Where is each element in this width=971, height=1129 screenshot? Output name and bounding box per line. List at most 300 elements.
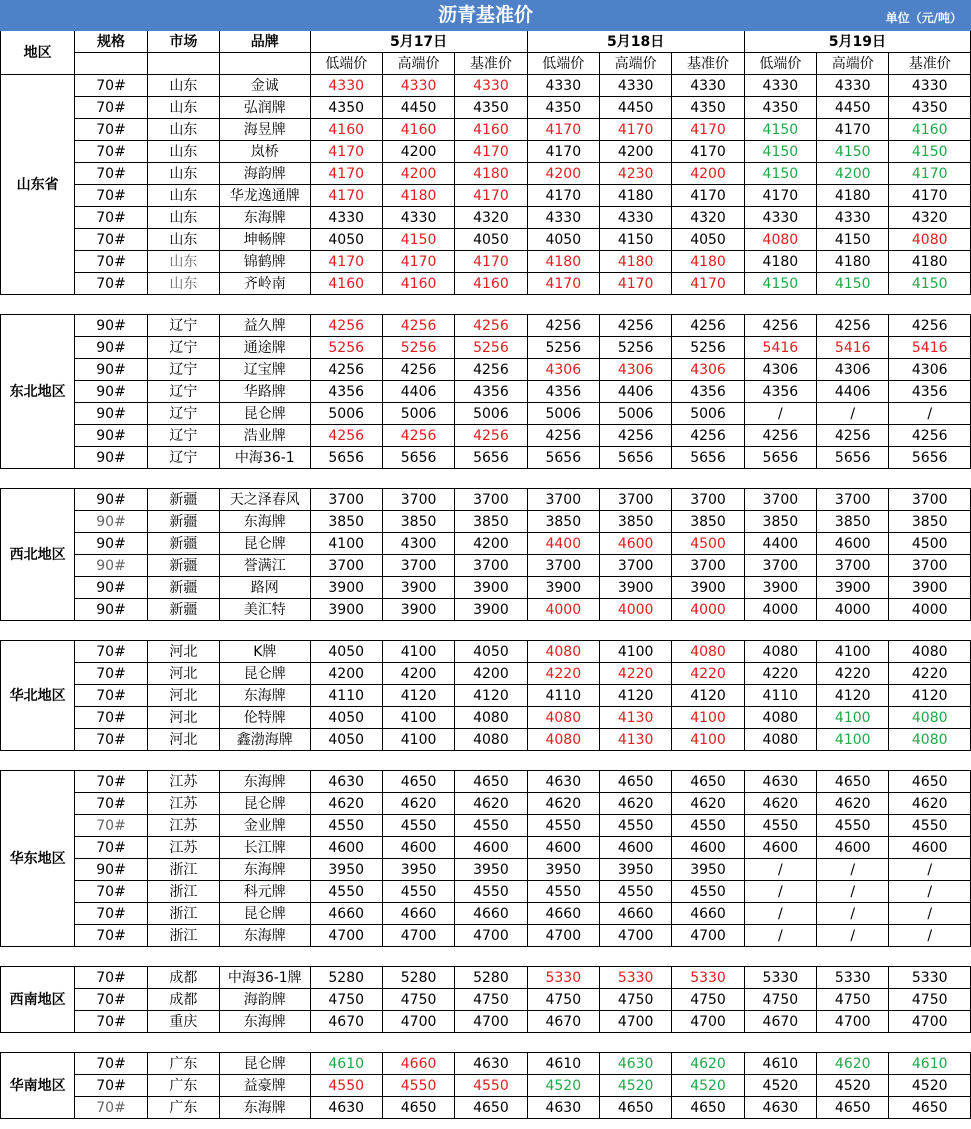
spec-cell: 90# (75, 577, 147, 599)
price-cell: 4080 (889, 707, 971, 729)
price-cell: 4700 (672, 925, 744, 947)
price-cell: 4256 (455, 359, 527, 381)
price-cell: 4550 (455, 1075, 527, 1097)
market-cell: 新疆 (147, 533, 219, 555)
table-row (1, 859, 971, 881)
price-cell: 4170 (455, 185, 527, 207)
price-cell: 4356 (744, 381, 816, 403)
price-cell: 4050 (310, 229, 382, 251)
subheader-low: 低端价 (310, 53, 382, 75)
price-cell: 4670 (744, 1011, 816, 1033)
brand-cell: K牌 (220, 641, 310, 663)
price-cell: 4130 (599, 707, 671, 729)
price-cell: 4356 (310, 381, 382, 403)
price-cell: 4330 (310, 75, 382, 97)
price-cell: 4150 (817, 141, 889, 163)
price-cell: 4660 (382, 1053, 454, 1075)
table-row (1, 185, 971, 207)
price-cell: 3700 (527, 489, 599, 511)
price-cell: 4600 (672, 837, 744, 859)
price-cell: 4050 (310, 707, 382, 729)
price-cell: 4180 (527, 251, 599, 273)
subheader-low: 低端价 (527, 53, 599, 75)
price-cell: 4650 (672, 1097, 744, 1119)
price-cell: 5006 (455, 403, 527, 425)
price-cell: 5416 (744, 337, 816, 359)
section-gap (1, 621, 971, 641)
price-cell: 4320 (672, 207, 744, 229)
price-cell: 4170 (672, 273, 744, 295)
table-row (1, 555, 971, 577)
price-cell: 4350 (310, 97, 382, 119)
price-cell: 4350 (527, 97, 599, 119)
price-cell: 3700 (382, 489, 454, 511)
price-cell: 4170 (455, 251, 527, 273)
price-cell: 4080 (744, 229, 816, 251)
title-row (1, 1, 971, 31)
price-cell: 3850 (382, 511, 454, 533)
price-cell: 5256 (310, 337, 382, 359)
price-cell: 4406 (817, 381, 889, 403)
header-date-3: 5月19日 (744, 31, 970, 53)
price-cell: 5256 (382, 337, 454, 359)
price-cell: 4170 (889, 185, 971, 207)
price-cell: 4630 (744, 1097, 816, 1119)
table-row (1, 315, 971, 337)
spec-cell: 70# (75, 1097, 147, 1119)
price-cell: 4330 (382, 75, 454, 97)
table-row (1, 707, 971, 729)
spec-cell: 70# (75, 97, 147, 119)
price-cell: 4080 (889, 729, 971, 751)
subheader-base: 基准价 (672, 53, 744, 75)
price-cell: 4600 (310, 837, 382, 859)
market-cell: 河北 (147, 685, 219, 707)
price-cell: 4200 (382, 663, 454, 685)
market-cell: 浙江 (147, 925, 219, 947)
price-cell: 5006 (672, 403, 744, 425)
table-row (1, 1053, 971, 1075)
market-cell: 浙江 (147, 881, 219, 903)
price-cell: 4200 (527, 163, 599, 185)
price-cell: 4520 (599, 1075, 671, 1097)
price-cell: 4550 (599, 881, 671, 903)
market-cell: 江苏 (147, 837, 219, 859)
price-cell: 3700 (672, 555, 744, 577)
price-cell: 4050 (455, 641, 527, 663)
price-cell: 3700 (817, 555, 889, 577)
region-cell: 华东地区 (1, 771, 75, 947)
price-cell: 4180 (817, 185, 889, 207)
brand-cell: 誉满江 (220, 555, 310, 577)
price-cell: 4700 (382, 925, 454, 947)
price-cell: 3700 (599, 555, 671, 577)
spec-cell: 90# (75, 359, 147, 381)
price-cell: 4650 (817, 1097, 889, 1119)
price-cell: 4356 (889, 381, 971, 403)
price-cell: 4306 (599, 359, 671, 381)
price-cell: 4200 (455, 533, 527, 555)
price-cell: 4306 (889, 359, 971, 381)
table-row (1, 337, 971, 359)
price-cell: 4700 (455, 1011, 527, 1033)
price-cell: 5656 (527, 447, 599, 469)
market-cell: 山东 (147, 119, 219, 141)
price-cell: 3700 (889, 489, 971, 511)
brand-cell: 益豪牌 (220, 1075, 310, 1097)
market-cell: 浙江 (147, 903, 219, 925)
price-cell: 5006 (310, 403, 382, 425)
brand-cell: 东海牌 (220, 925, 310, 947)
gap-cell (1, 469, 971, 489)
price-cell: 4356 (527, 381, 599, 403)
price-cell: 4330 (889, 75, 971, 97)
spec-cell: 90# (75, 489, 147, 511)
price-cell: 4620 (817, 793, 889, 815)
price-cell: 4660 (527, 903, 599, 925)
price-cell: 4080 (527, 641, 599, 663)
price-cell: 4330 (382, 207, 454, 229)
price-cell: 4306 (817, 359, 889, 381)
spec-cell: 90# (75, 447, 147, 469)
gap-cell (1, 947, 971, 967)
price-cell: 5330 (889, 967, 971, 989)
region-cell: 东北地区 (1, 315, 75, 469)
price-cell: 4230 (599, 163, 671, 185)
price-cell: 3900 (599, 577, 671, 599)
price-cell: 4306 (744, 359, 816, 381)
spec-cell: 90# (75, 599, 147, 621)
table-row (1, 1011, 971, 1033)
price-cell: 4120 (455, 685, 527, 707)
table-row (1, 1097, 971, 1119)
header-date-2: 5月18日 (527, 31, 744, 53)
price-cell: / (889, 881, 971, 903)
price-cell: 4660 (455, 903, 527, 925)
price-cell: 4256 (889, 315, 971, 337)
price-cell: 4160 (889, 119, 971, 141)
price-cell: 4620 (382, 793, 454, 815)
price-cell: 4550 (310, 881, 382, 903)
price-cell: 4400 (527, 533, 599, 555)
price-cell: 5256 (455, 337, 527, 359)
price-cell: 4200 (310, 663, 382, 685)
price-cell: 4660 (599, 903, 671, 925)
price-cell: 4100 (817, 707, 889, 729)
table-row (1, 489, 971, 511)
spec-cell: 70# (75, 207, 147, 229)
price-cell: 4320 (889, 207, 971, 229)
price-cell: 5006 (599, 403, 671, 425)
price-cell: 4650 (455, 771, 527, 793)
price-cell: 4406 (382, 381, 454, 403)
spec-cell: 70# (75, 837, 147, 859)
market-cell: 辽宁 (147, 403, 219, 425)
market-cell: 山东 (147, 75, 219, 97)
section-gap (1, 1033, 971, 1053)
price-cell: 5656 (310, 447, 382, 469)
spec-cell: 70# (75, 163, 147, 185)
table-row (1, 425, 971, 447)
price-cell: 4120 (382, 685, 454, 707)
price-cell: 4100 (672, 707, 744, 729)
price-cell: 4220 (817, 663, 889, 685)
price-cell: 4110 (527, 685, 599, 707)
price-cell: 4256 (599, 315, 671, 337)
price-cell: 4550 (527, 815, 599, 837)
spec-cell: 90# (75, 859, 147, 881)
spec-cell: 70# (75, 925, 147, 947)
price-cell: 3900 (382, 577, 454, 599)
table-row (1, 685, 971, 707)
table-row (1, 599, 971, 621)
market-cell: 成都 (147, 989, 219, 1011)
price-cell: 4620 (889, 793, 971, 815)
price-cell: 3900 (455, 599, 527, 621)
price-cell: 4330 (527, 75, 599, 97)
spec-cell: 70# (75, 663, 147, 685)
subheader-high: 高端价 (817, 53, 889, 75)
price-cell: 4700 (672, 1011, 744, 1033)
header-spec: 规格 (75, 31, 147, 53)
header-brand: 品牌 (220, 31, 310, 53)
price-cell: 4600 (599, 533, 671, 555)
price-cell: 5280 (455, 967, 527, 989)
price-cell: 3950 (527, 859, 599, 881)
spec-cell: 70# (75, 881, 147, 903)
price-cell: 4170 (527, 141, 599, 163)
price-cell: 4180 (672, 251, 744, 273)
spec-cell: 90# (75, 381, 147, 403)
price-cell: 4170 (310, 141, 382, 163)
unit-label: 单位（元/吨） (885, 11, 962, 25)
price-cell: 4600 (744, 837, 816, 859)
market-cell: 山东 (147, 207, 219, 229)
price-cell: 4650 (382, 1097, 454, 1119)
table-row (1, 141, 971, 163)
spec-cell: 70# (75, 793, 147, 815)
price-cell: 4180 (817, 251, 889, 273)
price-cell: 4100 (382, 729, 454, 751)
price-cell: 4600 (889, 837, 971, 859)
price-cell: 3900 (744, 577, 816, 599)
price-cell: 3900 (310, 577, 382, 599)
spec-cell: 90# (75, 555, 147, 577)
table-row (1, 1075, 971, 1097)
spec-cell: 70# (75, 685, 147, 707)
price-cell: 4120 (672, 685, 744, 707)
price-cell: 4256 (310, 359, 382, 381)
spec-cell: 70# (75, 771, 147, 793)
price-cell: 3700 (310, 555, 382, 577)
price-cell: 3700 (455, 555, 527, 577)
brand-cell: 益久牌 (220, 315, 310, 337)
price-cell: 4100 (817, 641, 889, 663)
brand-cell: 昆仑牌 (220, 1053, 310, 1075)
table-row (1, 837, 971, 859)
brand-cell: 昆仑牌 (220, 793, 310, 815)
price-cell: 4000 (889, 599, 971, 621)
price-cell: 4660 (382, 903, 454, 925)
price-cell: 4160 (455, 119, 527, 141)
price-cell: 3850 (889, 511, 971, 533)
section-gap (1, 947, 971, 967)
header-region: 地区 (1, 31, 75, 75)
price-cell: 3700 (744, 555, 816, 577)
price-cell: 4610 (527, 1053, 599, 1075)
price-cell: 5330 (527, 967, 599, 989)
price-cell: 4170 (527, 185, 599, 207)
subheader-low: 低端价 (744, 53, 816, 75)
spec-cell: 70# (75, 141, 147, 163)
price-cell: 4000 (817, 599, 889, 621)
price-cell: 4256 (455, 425, 527, 447)
brand-cell: 弘润牌 (220, 97, 310, 119)
price-cell: 3900 (817, 577, 889, 599)
price-cell: 4550 (889, 815, 971, 837)
subheader-base: 基准价 (455, 53, 527, 75)
price-cell: 4550 (599, 815, 671, 837)
price-cell: 4600 (817, 837, 889, 859)
brand-cell: 海韵牌 (220, 163, 310, 185)
price-cell: 4406 (599, 381, 671, 403)
price-cell: 4330 (744, 207, 816, 229)
price-cell: 4160 (382, 119, 454, 141)
header-row (1, 31, 971, 53)
price-cell: 4080 (889, 641, 971, 663)
price-cell: 4170 (599, 119, 671, 141)
price-cell: 4330 (817, 75, 889, 97)
market-cell: 河北 (147, 707, 219, 729)
price-cell: 4620 (527, 793, 599, 815)
table-row (1, 229, 971, 251)
table-row (1, 251, 971, 273)
price-cell: 4630 (455, 1053, 527, 1075)
spec-cell: 90# (75, 337, 147, 359)
price-cell: 5330 (817, 967, 889, 989)
price-cell: 4080 (744, 729, 816, 751)
price-cell: / (744, 903, 816, 925)
market-cell: 山东 (147, 97, 219, 119)
price-cell: 5330 (744, 967, 816, 989)
price-cell: 3900 (672, 577, 744, 599)
price-cell: 4750 (527, 989, 599, 1011)
price-cell: 4610 (310, 1053, 382, 1075)
price-cell: 4620 (599, 793, 671, 815)
brand-cell: 东海牌 (220, 1097, 310, 1119)
price-cell: 4650 (382, 771, 454, 793)
price-cell: 4256 (382, 425, 454, 447)
price-cell: 4630 (744, 771, 816, 793)
brand-cell: 昆仑牌 (220, 533, 310, 555)
brand-cell: 长江牌 (220, 837, 310, 859)
price-cell: 4000 (527, 599, 599, 621)
brand-cell: 锦鹤牌 (220, 251, 310, 273)
market-cell: 江苏 (147, 793, 219, 815)
price-cell: 4610 (744, 1053, 816, 1075)
price-cell: 4330 (817, 207, 889, 229)
price-cell: 5656 (672, 447, 744, 469)
price-cell: 4256 (744, 315, 816, 337)
table-row (1, 97, 971, 119)
price-cell: 4650 (817, 771, 889, 793)
price-cell: 4100 (310, 533, 382, 555)
price-cell: 4180 (455, 163, 527, 185)
price-cell: 4620 (817, 1053, 889, 1075)
region-cell: 山东省 (1, 75, 75, 295)
price-cell: 5416 (889, 337, 971, 359)
price-cell: 4150 (599, 229, 671, 251)
price-cell: 3950 (455, 859, 527, 881)
price-cell: 5256 (672, 337, 744, 359)
price-cell: 3900 (527, 577, 599, 599)
price-cell: 5330 (599, 967, 671, 989)
price-cell: / (889, 859, 971, 881)
price-cell: 4180 (599, 185, 671, 207)
price-cell: 4350 (672, 97, 744, 119)
market-cell: 山东 (147, 141, 219, 163)
price-cell: 4650 (889, 1097, 971, 1119)
price-cell: 4120 (889, 685, 971, 707)
price-cell: 4330 (455, 75, 527, 97)
price-cell: 4160 (310, 119, 382, 141)
market-cell: 广东 (147, 1097, 219, 1119)
price-cell: 3850 (455, 511, 527, 533)
market-cell: 广东 (147, 1053, 219, 1075)
price-cell: 4256 (672, 315, 744, 337)
price-cell: 4306 (527, 359, 599, 381)
subheader-row (1, 53, 971, 75)
price-cell: 4356 (672, 381, 744, 403)
market-cell: 辽宁 (147, 381, 219, 403)
table-row (1, 881, 971, 903)
price-cell: 4256 (889, 425, 971, 447)
price-cell: 4180 (744, 251, 816, 273)
price-cell: 4080 (744, 641, 816, 663)
spec-cell: 70# (75, 1053, 147, 1075)
price-cell: 4750 (817, 989, 889, 1011)
price-cell: 4100 (382, 641, 454, 663)
price-cell: 4110 (310, 685, 382, 707)
table-row (1, 967, 971, 989)
brand-cell: 辽宝牌 (220, 359, 310, 381)
price-cell: 4080 (455, 707, 527, 729)
brand-cell: 天之泽春风 (220, 489, 310, 511)
price-cell: 4170 (455, 141, 527, 163)
brand-cell: 美汇特 (220, 599, 310, 621)
price-cell: 4500 (672, 533, 744, 555)
price-cell: 4670 (310, 1011, 382, 1033)
price-cell: 4630 (310, 1097, 382, 1119)
price-cell: 4700 (310, 925, 382, 947)
price-cell: 4080 (527, 707, 599, 729)
header-date-1: 5月17日 (310, 31, 527, 53)
gap-cell (1, 751, 971, 771)
price-cell: 4170 (310, 185, 382, 207)
price-cell: 4170 (382, 251, 454, 273)
spec-cell: 70# (75, 251, 147, 273)
table-row (1, 75, 971, 97)
brand-cell: 科元牌 (220, 881, 310, 903)
price-cell: 4620 (744, 793, 816, 815)
price-cell: 3700 (382, 555, 454, 577)
table-row (1, 793, 971, 815)
price-cell: 3700 (744, 489, 816, 511)
price-cell: 4700 (527, 925, 599, 947)
price-cell: 3700 (672, 489, 744, 511)
brand-cell: 坤畅牌 (220, 229, 310, 251)
spec-cell: 90# (75, 315, 147, 337)
